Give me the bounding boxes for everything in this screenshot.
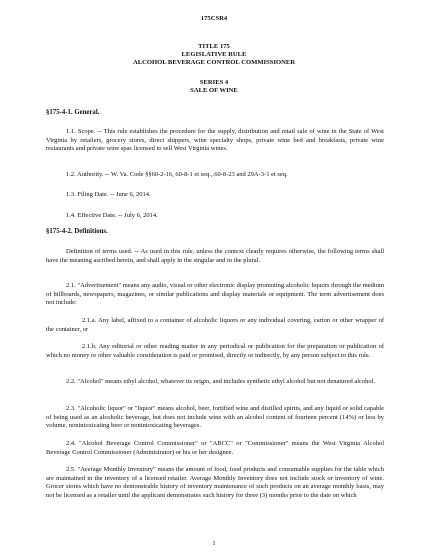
paragraph-filing-date: 1.3. Filing Date. -- June 6, 2014. xyxy=(66,191,151,198)
agency-name: ALCOHOL BEVERAGE CONTROL COMMISSIONER xyxy=(132,59,296,66)
rule-code: 175CSR4 xyxy=(200,15,228,22)
series-title: SALE OF WINE xyxy=(190,87,238,94)
paragraph-scope: 1.1. Scope. -- This rule establishes the procedure for the supply, distribution and retail sale of wine in the State of West Virginia by retailers, grocery stores, direct shippers, wine specialty shops, private wine bed and breakfasts, private wine restaurants and private wine spas licensed to sell West Virginia wines. xyxy=(46,128,384,153)
paragraph-alcohol: 2.2. "Alcohol" means ethyl alcohol, whatever its origin, and includes synthetic ethyl alcohol but not denatured alcohol. xyxy=(66,378,376,385)
paragraph-alcoholic-liquor: 2.3. "Alcoholic liquor" or "liquor" means alcohol, beer, fortified wine and distilled spirits, and any liquid or solid capable of being used as an alcoholic beverage, but does not include wine with an alcohol content of fourteen percent (14%) or less by volume, nonintoxicating beer or nonintoxicating beverages. xyxy=(46,405,384,430)
series-number: SERIES 4 xyxy=(199,79,229,86)
definitions-heading: §175-4-2. Definitions. xyxy=(46,228,108,235)
paragraph-definition-terms: Definition of terms used. -- As used in this rule, unless the context clearly requires otherwise, the following terms shall have the meaning ascribed herein, and shall apply in the singular and in the plural. xyxy=(46,248,384,264)
rule-type: LEGISLATIVE RULE xyxy=(181,51,247,58)
paragraph-authority: 1.2. Authority. -- W. Va. Code §§60-2-16, 60-8-1 et seq.,.60-8-23 and 29A-3-1 et seq. xyxy=(66,171,288,178)
paragraph-advertisement-a: 2.1.a. Any label, affixed to a container of alcoholic liquors or any individual covering, carton or other wrapper of the container, or xyxy=(46,317,384,333)
paragraph-average-monthly-inventory: 2.5. "Average Monthly Inventory" means the amount of food, food products and consumable supplies for the table which are maintained in the inventory of a licensed retailer. Average Monthly Inventory does not include stock or inventory of wine. Grocer stores which have no demonstrable history of inventory maintenance of such products on an average monthly basis, may not be licensed as a retailer until the applicant demonstrates such history for three (3) months prior to the date on which xyxy=(46,466,384,499)
paragraph-advertisement: 2.1. "Advertisement" means any audio, visual or other electronic display promoting alcoholic liquors through the medium of billboards, newspapers, magazines, or similar publications and display materials or equipment. The term advertisement does not include: xyxy=(46,282,384,307)
paragraph-advertisement-b: 2.1.b. Any editorial or other reading matter in any periodical or publication for the preparation or publication of which no money or other valuable consideration is paid or promised, directly or indirectly, by any person subject to this rule. xyxy=(46,343,384,359)
general-heading: §175-4-1. General. xyxy=(46,109,100,116)
title-line: TITLE 175 xyxy=(198,43,230,50)
paragraph-effective-date: 1.4. Effective Date. -- July 6, 2014. xyxy=(66,212,158,219)
page-number: 1 xyxy=(212,540,216,547)
paragraph-abcc: 2.4. "Alcohol Beverage Control Commissioner" or "ABCC" or "Commissioner" means the West Virginia Alcohol Beverage Control Commissioner (Administrator) or his or her designee. xyxy=(46,440,384,456)
